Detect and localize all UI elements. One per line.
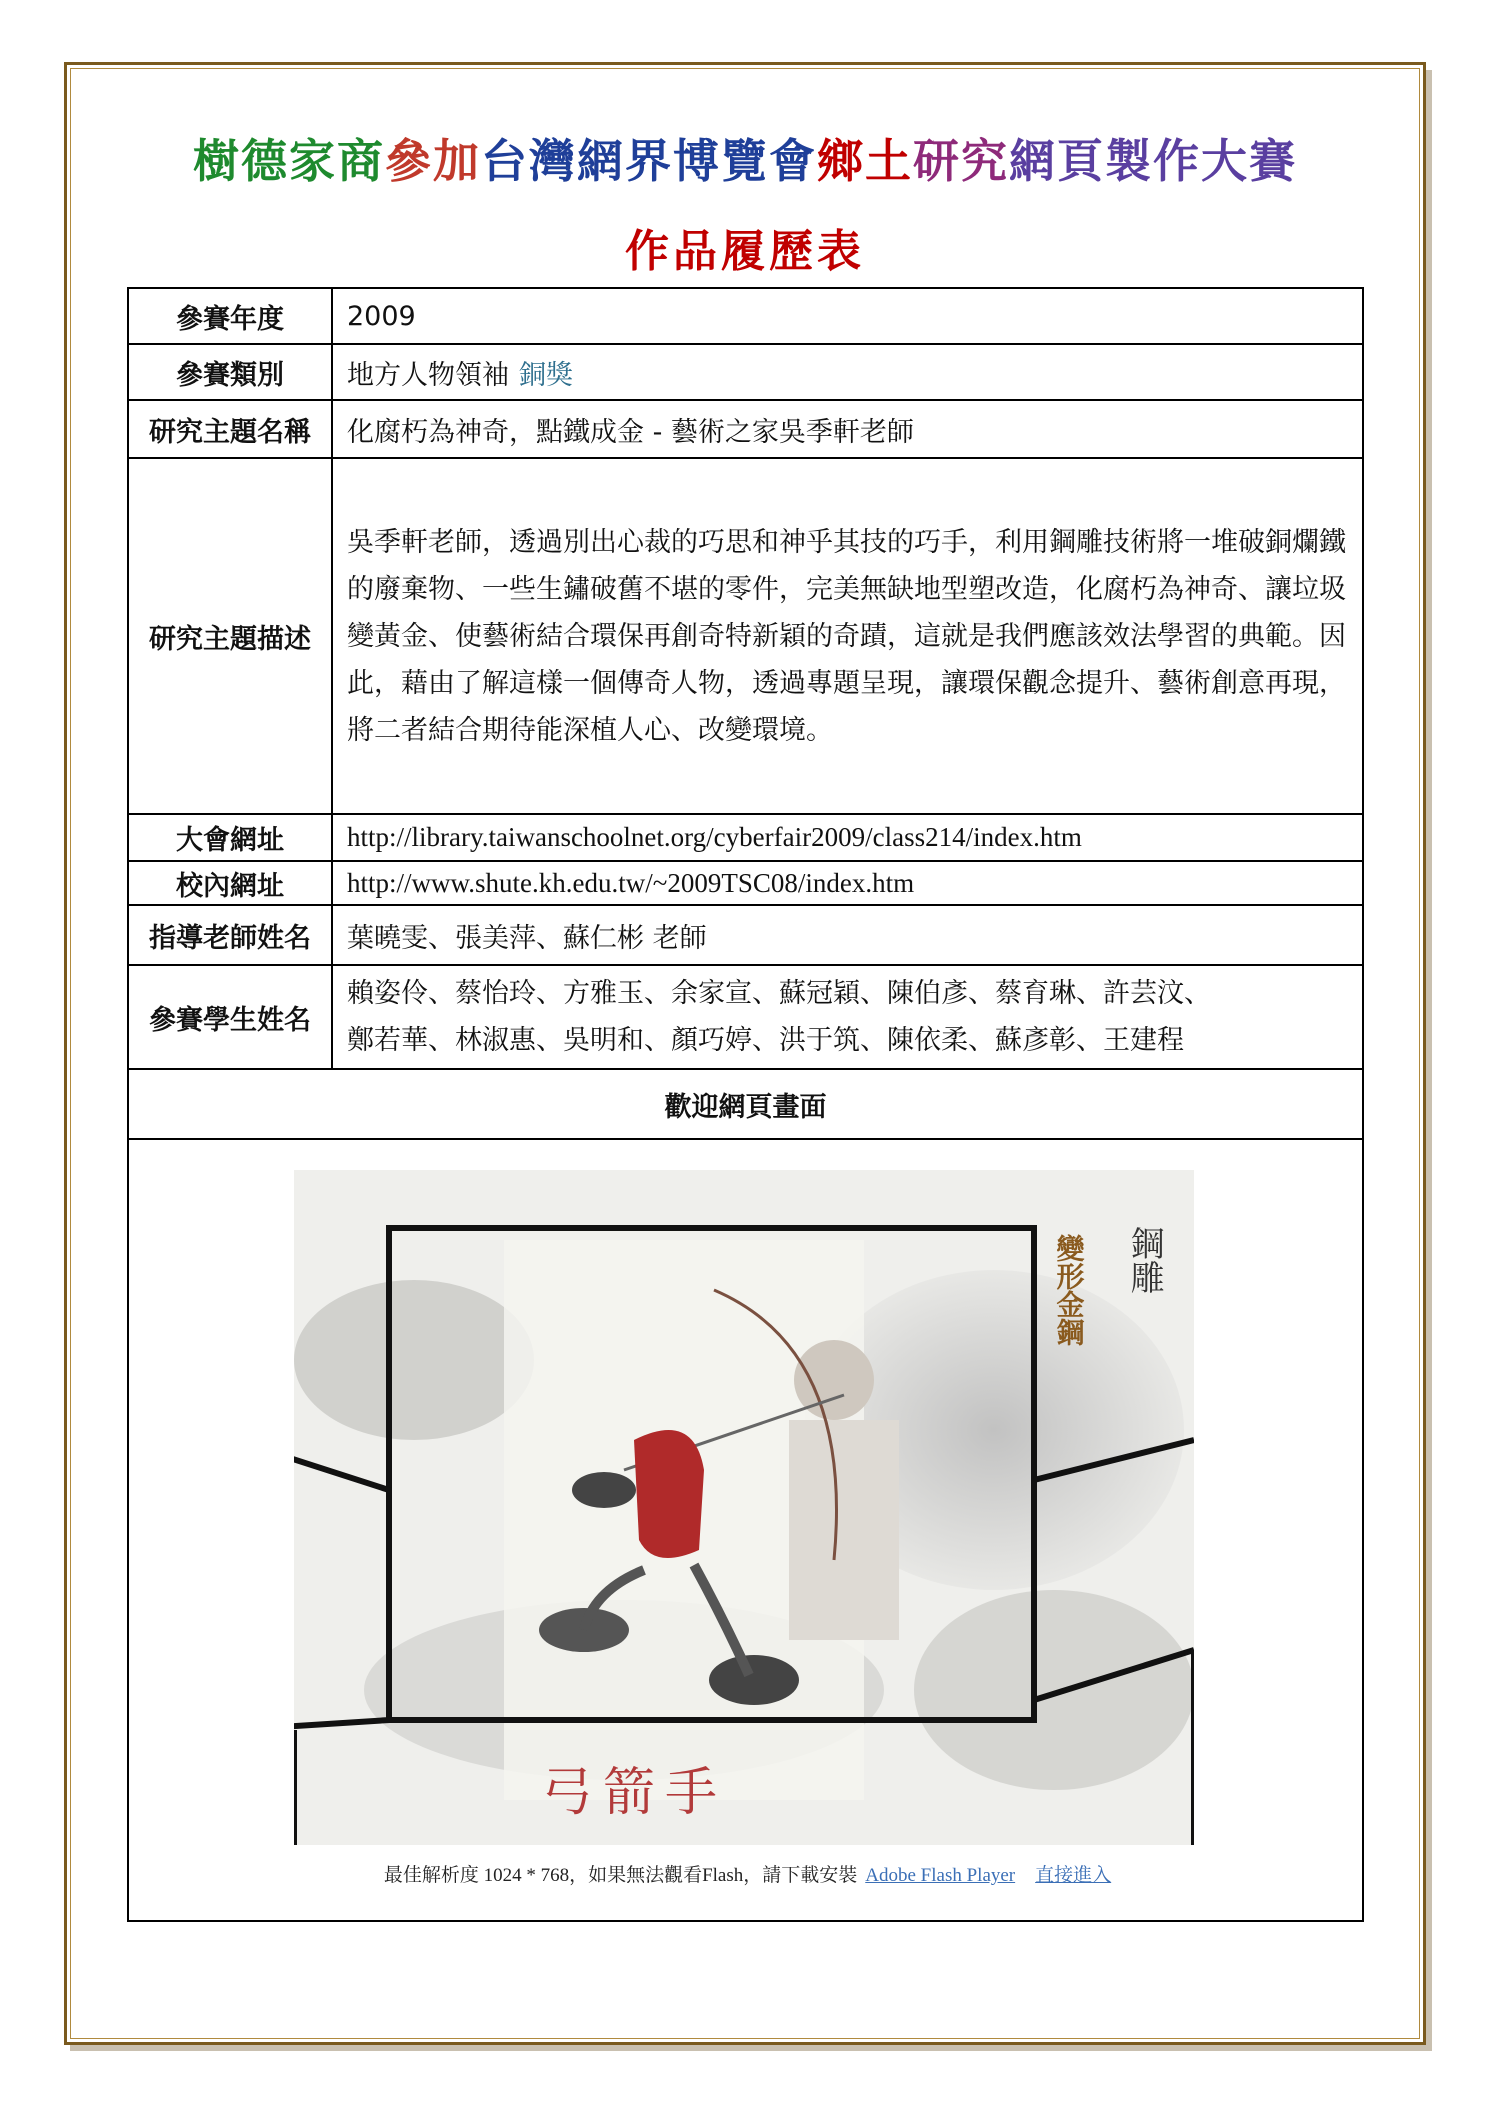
frame-shadow-bottom: [70, 2045, 1432, 2051]
teachers-value: 葉曉雯、張美萍、蘇仁彬 老師: [332, 905, 1363, 965]
category-value: 地方人物領袖: [347, 359, 509, 391]
site-url-label: 大會網址: [128, 814, 332, 861]
table-row: [128, 905, 1363, 965]
award-badge: 銅獎: [519, 359, 573, 391]
title-segment: 台灣網界博覽會: [481, 134, 817, 188]
welcome-cell: [128, 1139, 1363, 1921]
welcome-heading: 歡迎網頁畫面: [128, 1069, 1363, 1139]
table-row: [128, 458, 1363, 814]
description-label: 研究主題描述: [128, 458, 332, 814]
table-row: [128, 344, 1363, 400]
title-segment: 參加: [385, 134, 481, 188]
table-row: [128, 1069, 1363, 1139]
students-line-2: 鄭若華、林淑惠、吳明和、顏巧婷、洪于筑、陳依柔、蘇彥彰、王建程: [347, 1025, 1184, 1056]
teachers-label: 指導老師姓名: [128, 905, 332, 965]
table-row: [128, 965, 1363, 1069]
side-text-1: 鋼雕: [1124, 1226, 1164, 1294]
topic-label: 研究主題名稱: [128, 400, 332, 458]
site-url-value[interactable]: http://library.taiwanschoolnet.org/cyberfair2009/class214/index.htm: [332, 814, 1363, 861]
flash-stage: [294, 1170, 1194, 1845]
enter-link[interactable]: 直接進入: [1035, 1865, 1112, 1886]
title-segment: 樹德家商: [193, 134, 385, 188]
title-segment: 網頁製作大賽: [1009, 134, 1297, 188]
flash-player-link[interactable]: Adobe Flash Player: [865, 1865, 1016, 1886]
year-value: 2009: [332, 288, 1363, 344]
students-line-1: 賴姿伶、蔡怡玲、方雅玉、余家宣、蘇冠穎、陳伯彥、蔡育琳、許芸汶、: [347, 978, 1211, 1009]
art-title: 弓箭手: [540, 1763, 728, 1823]
title-segment: 研究: [913, 134, 1009, 188]
info-table: [127, 287, 1364, 1922]
table-row: [128, 1139, 1363, 1921]
year-label: 參賽年度: [128, 288, 332, 344]
welcome-caption: [129, 1860, 1366, 1887]
students-value: [332, 965, 1363, 1069]
side-text-2: 變形金鋼: [1052, 1234, 1086, 1346]
category-cell: [332, 344, 1363, 400]
frame-shadow-right: [1426, 70, 1432, 2051]
page-title: [70, 125, 1420, 191]
page-subtitle: 作品履歷表: [625, 226, 865, 277]
school-url-value[interactable]: http://www.shute.kh.edu.tw/~2009TSC08/index.htm: [332, 861, 1363, 905]
welcome-screenshot: [129, 1140, 1366, 1920]
welcome-artwork: [294, 1170, 1194, 1845]
topic-value: 化腐朽為神奇，點鐵成金 - 藝術之家吳季軒老師: [332, 400, 1363, 458]
table-row: [128, 288, 1363, 344]
table-row: [128, 400, 1363, 458]
table-row: [128, 814, 1363, 861]
caption-text: 最佳解析度 1024 * 768，如果無法觀看Flash，請下載安裝: [383, 1865, 858, 1886]
school-url-label: 校內網址: [128, 861, 332, 905]
category-label: 參賽類別: [128, 344, 332, 400]
students-label: 參賽學生姓名: [128, 965, 332, 1069]
table-row: [128, 861, 1363, 905]
title-segment: 鄉土: [817, 134, 913, 188]
description-value: 吳季軒老師，透過別出心裁的巧思和神乎其技的巧手，利用鋼雕技術將一堆破銅爛鐵的廢棄物、一些生鏽破舊不堪的零件，完美無缺地型塑改造，化腐朽為神奇、讓垃圾變黃金、使藝術結合環保再創奇特新穎的奇蹟，這就是我們應該效法學習的典範。因此，藉由了解這樣一個傳奇人物，透過專題呈現，讓環保觀念提升、藝術創意再現，將二者結合期待能深植人心、改變環境。: [332, 458, 1363, 814]
